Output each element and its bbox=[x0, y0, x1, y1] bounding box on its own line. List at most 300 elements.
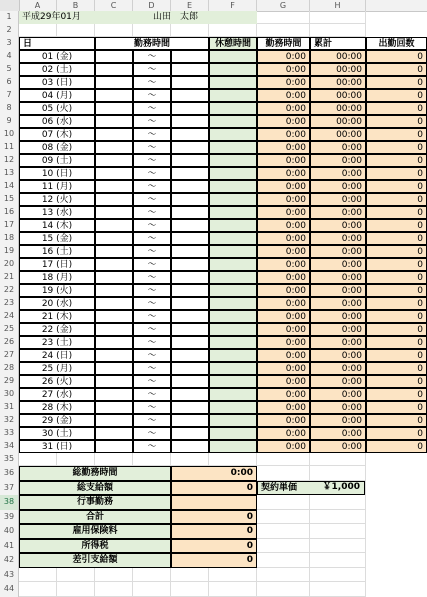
start-time-cell[interactable] bbox=[95, 102, 133, 115]
start-time-cell[interactable] bbox=[95, 401, 133, 414]
attendance-count-cell[interactable]: 0 bbox=[366, 206, 427, 219]
summary-value[interactable]: 0 bbox=[171, 539, 257, 554]
start-time-cell[interactable] bbox=[95, 154, 133, 167]
end-time-cell[interactable] bbox=[171, 232, 209, 245]
row-header[interactable]: 18 bbox=[0, 232, 19, 245]
day-label[interactable]: 03 (日) bbox=[19, 76, 95, 89]
work-hours-cell[interactable]: 0:00 bbox=[257, 219, 310, 232]
start-time-cell[interactable] bbox=[95, 167, 133, 180]
start-time-cell[interactable] bbox=[95, 271, 133, 284]
break-time-cell[interactable] bbox=[209, 401, 257, 414]
cumulative-cell[interactable]: 0:00 bbox=[310, 414, 366, 427]
start-time-cell[interactable] bbox=[95, 245, 133, 258]
cumulative-cell[interactable]: 0:00 bbox=[310, 206, 366, 219]
break-time-cell[interactable] bbox=[209, 89, 257, 102]
break-time-cell[interactable] bbox=[209, 414, 257, 427]
row-header[interactable]: 37 bbox=[0, 481, 19, 496]
break-time-cell[interactable] bbox=[209, 271, 257, 284]
cumulative-cell[interactable]: 0:00 bbox=[310, 245, 366, 258]
row-header[interactable]: 39 bbox=[0, 510, 19, 525]
work-hours-cell[interactable]: 0:00 bbox=[257, 50, 310, 63]
cumulative-cell[interactable]: 0:00 bbox=[310, 310, 366, 323]
end-time-cell[interactable] bbox=[171, 167, 209, 180]
start-time-cell[interactable] bbox=[95, 193, 133, 206]
column-header-d[interactable]: D bbox=[133, 0, 171, 11]
cumulative-cell[interactable]: 0:00 bbox=[310, 180, 366, 193]
start-time-cell[interactable] bbox=[95, 258, 133, 271]
row-header[interactable]: 32 bbox=[0, 414, 19, 427]
cell[interactable] bbox=[209, 568, 257, 583]
cell[interactable] bbox=[95, 582, 133, 597]
day-label[interactable]: 24 (日) bbox=[19, 349, 95, 362]
end-time-cell[interactable] bbox=[171, 401, 209, 414]
day-label[interactable]: 22 (金) bbox=[19, 323, 95, 336]
cell[interactable] bbox=[310, 553, 366, 568]
start-time-cell[interactable] bbox=[95, 63, 133, 76]
day-label[interactable]: 19 (火) bbox=[19, 284, 95, 297]
cumulative-cell[interactable]: 0:00 bbox=[310, 349, 366, 362]
row-header[interactable]: 44 bbox=[0, 582, 19, 597]
day-label[interactable]: 26 (火) bbox=[19, 375, 95, 388]
row-header[interactable]: 23 bbox=[0, 297, 19, 310]
row-header[interactable]: 33 bbox=[0, 427, 19, 440]
attendance-count-cell[interactable]: 0 bbox=[366, 76, 427, 89]
break-time-cell[interactable] bbox=[209, 115, 257, 128]
break-time-cell[interactable] bbox=[209, 310, 257, 323]
cumulative-cell[interactable]: 00:00 bbox=[310, 89, 366, 102]
work-hours-cell[interactable]: 0:00 bbox=[257, 63, 310, 76]
row-header[interactable]: 30 bbox=[0, 388, 19, 401]
cell[interactable] bbox=[133, 24, 171, 37]
cell[interactable] bbox=[133, 568, 171, 583]
work-hours-cell[interactable]: 0:00 bbox=[257, 362, 310, 375]
start-time-cell[interactable] bbox=[95, 427, 133, 440]
day-label[interactable]: 08 (金) bbox=[19, 141, 95, 154]
row-header[interactable]: 11 bbox=[0, 141, 19, 154]
cell[interactable] bbox=[310, 24, 366, 37]
attendance-count-cell[interactable]: 0 bbox=[366, 115, 427, 128]
break-time-cell[interactable] bbox=[209, 362, 257, 375]
day-label[interactable]: 25 (月) bbox=[19, 362, 95, 375]
cell[interactable] bbox=[257, 466, 310, 481]
end-time-cell[interactable] bbox=[171, 89, 209, 102]
column-header-h[interactable]: H bbox=[310, 0, 366, 11]
break-time-cell[interactable] bbox=[209, 245, 257, 258]
break-time-cell[interactable] bbox=[209, 206, 257, 219]
cumulative-cell[interactable]: 0:00 bbox=[310, 141, 366, 154]
row-header[interactable]: 10 bbox=[0, 128, 19, 141]
attendance-count-cell[interactable]: 0 bbox=[366, 427, 427, 440]
start-time-cell[interactable] bbox=[95, 336, 133, 349]
cell[interactable] bbox=[257, 495, 310, 510]
work-hours-cell[interactable]: 0:00 bbox=[257, 271, 310, 284]
end-time-cell[interactable] bbox=[171, 414, 209, 427]
work-hours-cell[interactable]: 0:00 bbox=[257, 115, 310, 128]
cumulative-cell[interactable]: 0:00 bbox=[310, 362, 366, 375]
end-time-cell[interactable] bbox=[171, 323, 209, 336]
end-time-cell[interactable] bbox=[171, 440, 209, 453]
day-label[interactable]: 21 (木) bbox=[19, 310, 95, 323]
start-time-cell[interactable] bbox=[95, 323, 133, 336]
end-time-cell[interactable] bbox=[171, 310, 209, 323]
row-header[interactable]: 19 bbox=[0, 245, 19, 258]
attendance-count-cell[interactable]: 0 bbox=[366, 141, 427, 154]
attendance-count-cell[interactable]: 0 bbox=[366, 102, 427, 115]
cell[interactable] bbox=[310, 568, 366, 583]
end-time-cell[interactable] bbox=[171, 50, 209, 63]
attendance-count-cell[interactable]: 0 bbox=[366, 232, 427, 245]
end-time-cell[interactable] bbox=[171, 375, 209, 388]
break-time-cell[interactable] bbox=[209, 388, 257, 401]
work-hours-cell[interactable]: 0:00 bbox=[257, 141, 310, 154]
cell[interactable] bbox=[257, 11, 310, 24]
work-hours-cell[interactable]: 0:00 bbox=[257, 167, 310, 180]
end-time-cell[interactable] bbox=[171, 349, 209, 362]
attendance-count-cell[interactable]: 0 bbox=[366, 89, 427, 102]
work-hours-cell[interactable]: 0:00 bbox=[257, 245, 310, 258]
end-time-cell[interactable] bbox=[171, 336, 209, 349]
break-time-cell[interactable] bbox=[209, 63, 257, 76]
cumulative-cell[interactable]: 0:00 bbox=[310, 323, 366, 336]
day-label[interactable]: 30 (土) bbox=[19, 427, 95, 440]
row-header[interactable]: 38 bbox=[0, 495, 19, 510]
start-time-cell[interactable] bbox=[95, 362, 133, 375]
work-hours-cell[interactable]: 0:00 bbox=[257, 310, 310, 323]
day-label[interactable]: 07 (木) bbox=[19, 128, 95, 141]
row-header[interactable]: 27 bbox=[0, 349, 19, 362]
attendance-count-cell[interactable]: 0 bbox=[366, 440, 427, 453]
start-time-cell[interactable] bbox=[95, 388, 133, 401]
attendance-count-cell[interactable]: 0 bbox=[366, 50, 427, 63]
start-time-cell[interactable] bbox=[95, 349, 133, 362]
row-header[interactable]: 12 bbox=[0, 154, 19, 167]
end-time-cell[interactable] bbox=[171, 141, 209, 154]
cell[interactable] bbox=[171, 453, 209, 466]
break-time-cell[interactable] bbox=[209, 427, 257, 440]
day-label[interactable]: 02 (土) bbox=[19, 63, 95, 76]
summary-value[interactable]: 0:00 bbox=[171, 466, 257, 481]
end-time-cell[interactable] bbox=[171, 427, 209, 440]
work-hours-cell[interactable]: 0:00 bbox=[257, 401, 310, 414]
work-hours-cell[interactable]: 0:00 bbox=[257, 440, 310, 453]
day-label[interactable]: 15 (金) bbox=[19, 232, 95, 245]
cell[interactable] bbox=[257, 582, 310, 597]
cell[interactable] bbox=[209, 453, 257, 466]
start-time-cell[interactable] bbox=[95, 414, 133, 427]
break-time-cell[interactable] bbox=[209, 102, 257, 115]
cell[interactable] bbox=[57, 568, 95, 583]
start-time-cell[interactable] bbox=[95, 232, 133, 245]
cumulative-cell[interactable]: 0:00 bbox=[310, 284, 366, 297]
end-time-cell[interactable] bbox=[171, 180, 209, 193]
start-time-cell[interactable] bbox=[95, 375, 133, 388]
break-time-cell[interactable] bbox=[209, 375, 257, 388]
day-label[interactable]: 27 (水) bbox=[19, 388, 95, 401]
break-time-cell[interactable] bbox=[209, 141, 257, 154]
start-time-cell[interactable] bbox=[95, 50, 133, 63]
attendance-count-cell[interactable]: 0 bbox=[366, 388, 427, 401]
work-hours-cell[interactable]: 0:00 bbox=[257, 102, 310, 115]
row-header[interactable]: 8 bbox=[0, 102, 19, 115]
attendance-count-cell[interactable]: 0 bbox=[366, 219, 427, 232]
cell[interactable] bbox=[19, 453, 57, 466]
start-time-cell[interactable] bbox=[95, 219, 133, 232]
row-header[interactable]: 4 bbox=[0, 50, 19, 63]
attendance-count-cell[interactable]: 0 bbox=[366, 154, 427, 167]
end-time-cell[interactable] bbox=[171, 115, 209, 128]
day-label[interactable]: 20 (水) bbox=[19, 297, 95, 310]
row-header[interactable]: 21 bbox=[0, 271, 19, 284]
end-time-cell[interactable] bbox=[171, 206, 209, 219]
cell[interactable] bbox=[171, 582, 209, 597]
cell[interactable] bbox=[209, 582, 257, 597]
work-hours-cell[interactable]: 0:00 bbox=[257, 180, 310, 193]
work-hours-cell[interactable]: 0:00 bbox=[257, 206, 310, 219]
cell[interactable] bbox=[95, 24, 133, 37]
attendance-count-cell[interactable]: 0 bbox=[366, 167, 427, 180]
row-header[interactable]: 7 bbox=[0, 89, 19, 102]
row-header[interactable]: 15 bbox=[0, 193, 19, 206]
cell[interactable] bbox=[310, 510, 366, 525]
break-time-cell[interactable] bbox=[209, 76, 257, 89]
break-time-cell[interactable] bbox=[209, 323, 257, 336]
day-label[interactable]: 17 (日) bbox=[19, 258, 95, 271]
break-time-cell[interactable] bbox=[209, 440, 257, 453]
summary-value[interactable] bbox=[171, 495, 257, 510]
break-time-cell[interactable] bbox=[209, 193, 257, 206]
cumulative-cell[interactable]: 0:00 bbox=[310, 336, 366, 349]
row-header[interactable]: 14 bbox=[0, 180, 19, 193]
start-time-cell[interactable] bbox=[95, 284, 133, 297]
break-time-cell[interactable] bbox=[209, 50, 257, 63]
cell[interactable] bbox=[95, 453, 133, 466]
cell[interactable] bbox=[19, 568, 57, 583]
work-hours-cell[interactable]: 0:00 bbox=[257, 414, 310, 427]
cumulative-cell[interactable]: 0:00 bbox=[310, 219, 366, 232]
select-all-corner[interactable] bbox=[0, 0, 20, 11]
break-time-cell[interactable] bbox=[209, 167, 257, 180]
cell[interactable] bbox=[171, 24, 209, 37]
break-time-cell[interactable] bbox=[209, 219, 257, 232]
end-time-cell[interactable] bbox=[171, 362, 209, 375]
break-time-cell[interactable] bbox=[209, 336, 257, 349]
cell[interactable] bbox=[257, 453, 310, 466]
row-header[interactable]: 22 bbox=[0, 284, 19, 297]
start-time-cell[interactable] bbox=[95, 310, 133, 323]
attendance-count-cell[interactable]: 0 bbox=[366, 258, 427, 271]
end-time-cell[interactable] bbox=[171, 102, 209, 115]
cell[interactable] bbox=[19, 24, 57, 37]
row-header[interactable]: 29 bbox=[0, 375, 19, 388]
work-hours-cell[interactable]: 0:00 bbox=[257, 128, 310, 141]
break-time-cell[interactable] bbox=[209, 180, 257, 193]
day-label[interactable]: 31 (日) bbox=[19, 440, 95, 453]
cumulative-cell[interactable]: 0:00 bbox=[310, 440, 366, 453]
break-time-cell[interactable] bbox=[209, 154, 257, 167]
column-header-c[interactable]: C bbox=[95, 0, 133, 11]
start-time-cell[interactable] bbox=[95, 89, 133, 102]
row-header[interactable]: 31 bbox=[0, 401, 19, 414]
end-time-cell[interactable] bbox=[171, 297, 209, 310]
break-time-cell[interactable] bbox=[209, 297, 257, 310]
work-hours-cell[interactable]: 0:00 bbox=[257, 154, 310, 167]
work-hours-cell[interactable]: 0:00 bbox=[257, 323, 310, 336]
row-header[interactable]: 43 bbox=[0, 568, 19, 583]
work-hours-cell[interactable]: 0:00 bbox=[257, 297, 310, 310]
cell[interactable] bbox=[95, 568, 133, 583]
work-hours-cell[interactable]: 0:00 bbox=[257, 375, 310, 388]
day-label[interactable]: 04 (月) bbox=[19, 89, 95, 102]
cumulative-cell[interactable]: 00:00 bbox=[310, 128, 366, 141]
end-time-cell[interactable] bbox=[171, 219, 209, 232]
start-time-cell[interactable] bbox=[95, 76, 133, 89]
cell[interactable] bbox=[310, 453, 366, 466]
day-label[interactable]: 01 (金) bbox=[19, 50, 95, 63]
cumulative-cell[interactable]: 0:00 bbox=[310, 427, 366, 440]
cell[interactable] bbox=[257, 553, 310, 568]
row-header[interactable]: 35 bbox=[0, 453, 19, 466]
column-header-f[interactable]: F bbox=[209, 0, 257, 11]
row-header[interactable]: 40 bbox=[0, 524, 19, 539]
attendance-count-cell[interactable]: 0 bbox=[366, 284, 427, 297]
attendance-count-cell[interactable]: 0 bbox=[366, 310, 427, 323]
day-label[interactable]: 29 (金) bbox=[19, 414, 95, 427]
end-time-cell[interactable] bbox=[171, 245, 209, 258]
contract-unit-price-value[interactable]: ￥1,000 bbox=[322, 481, 360, 492]
cell[interactable] bbox=[257, 24, 310, 37]
cell[interactable] bbox=[57, 582, 95, 597]
cumulative-cell[interactable]: 0:00 bbox=[310, 297, 366, 310]
attendance-count-cell[interactable]: 0 bbox=[366, 349, 427, 362]
cell[interactable] bbox=[19, 582, 57, 597]
attendance-count-cell[interactable]: 0 bbox=[366, 297, 427, 310]
attendance-count-cell[interactable]: 0 bbox=[366, 128, 427, 141]
summary-value[interactable]: 0 bbox=[171, 524, 257, 539]
summary-value[interactable]: 0 bbox=[171, 553, 257, 568]
cell[interactable] bbox=[257, 568, 310, 583]
day-label[interactable]: 12 (火) bbox=[19, 193, 95, 206]
row-header[interactable]: 36 bbox=[0, 466, 19, 481]
work-hours-cell[interactable]: 0:00 bbox=[257, 258, 310, 271]
row-header[interactable]: 24 bbox=[0, 310, 19, 323]
work-hours-cell[interactable]: 0:00 bbox=[257, 349, 310, 362]
start-time-cell[interactable] bbox=[95, 206, 133, 219]
end-time-cell[interactable] bbox=[171, 154, 209, 167]
start-time-cell[interactable] bbox=[95, 297, 133, 310]
day-label[interactable]: 28 (木) bbox=[19, 401, 95, 414]
end-time-cell[interactable] bbox=[171, 258, 209, 271]
cumulative-cell[interactable]: 00:00 bbox=[310, 102, 366, 115]
cell[interactable] bbox=[209, 24, 257, 37]
end-time-cell[interactable] bbox=[171, 388, 209, 401]
row-header[interactable]: 26 bbox=[0, 336, 19, 349]
end-time-cell[interactable] bbox=[171, 284, 209, 297]
row-header[interactable]: 25 bbox=[0, 323, 19, 336]
cell[interactable] bbox=[310, 539, 366, 554]
row-header[interactable]: 13 bbox=[0, 167, 19, 180]
day-label[interactable]: 05 (火) bbox=[19, 102, 95, 115]
cell[interactable] bbox=[133, 582, 171, 597]
cell[interactable] bbox=[57, 24, 95, 37]
day-label[interactable]: 06 (水) bbox=[19, 115, 95, 128]
day-label[interactable]: 16 (土) bbox=[19, 245, 95, 258]
row-header[interactable]: 9 bbox=[0, 115, 19, 128]
cell[interactable] bbox=[310, 11, 366, 24]
cumulative-cell[interactable]: 00:00 bbox=[310, 76, 366, 89]
work-hours-cell[interactable]: 0:00 bbox=[257, 427, 310, 440]
cumulative-cell[interactable]: 0:00 bbox=[310, 167, 366, 180]
summary-value[interactable]: 0 bbox=[171, 510, 257, 525]
attendance-count-cell[interactable]: 0 bbox=[366, 271, 427, 284]
row-header[interactable]: 41 bbox=[0, 539, 19, 554]
day-label[interactable]: 11 (月) bbox=[19, 180, 95, 193]
day-label[interactable]: 09 (土) bbox=[19, 154, 95, 167]
cumulative-cell[interactable]: 0:00 bbox=[310, 154, 366, 167]
summary-value[interactable]: 0 bbox=[171, 481, 257, 496]
row-header[interactable]: 20 bbox=[0, 258, 19, 271]
break-time-cell[interactable] bbox=[209, 232, 257, 245]
cumulative-cell[interactable]: 00:00 bbox=[310, 115, 366, 128]
cell[interactable] bbox=[257, 524, 310, 539]
row-header[interactable]: 28 bbox=[0, 362, 19, 375]
work-hours-cell[interactable]: 0:00 bbox=[257, 232, 310, 245]
end-time-cell[interactable] bbox=[171, 63, 209, 76]
work-hours-cell[interactable]: 0:00 bbox=[257, 388, 310, 401]
column-header-b[interactable]: B bbox=[57, 0, 95, 11]
start-time-cell[interactable] bbox=[95, 128, 133, 141]
row-header[interactable]: 5 bbox=[0, 63, 19, 76]
work-hours-cell[interactable]: 0:00 bbox=[257, 76, 310, 89]
attendance-count-cell[interactable]: 0 bbox=[366, 180, 427, 193]
cumulative-cell[interactable]: 0:00 bbox=[310, 232, 366, 245]
cell[interactable] bbox=[57, 453, 95, 466]
break-time-cell[interactable] bbox=[209, 284, 257, 297]
cumulative-cell[interactable]: 0:00 bbox=[310, 271, 366, 284]
cumulative-cell[interactable]: 0:00 bbox=[310, 388, 366, 401]
start-time-cell[interactable] bbox=[95, 115, 133, 128]
end-time-cell[interactable] bbox=[171, 128, 209, 141]
work-hours-cell[interactable]: 0:00 bbox=[257, 89, 310, 102]
cumulative-cell[interactable]: 00:00 bbox=[310, 63, 366, 76]
column-header-g[interactable]: G bbox=[257, 0, 310, 11]
cell[interactable] bbox=[171, 568, 209, 583]
row-header[interactable]: 6 bbox=[0, 76, 19, 89]
row-header[interactable]: 3 bbox=[0, 37, 19, 50]
cumulative-cell[interactable]: 0:00 bbox=[310, 193, 366, 206]
start-time-cell[interactable] bbox=[95, 180, 133, 193]
end-time-cell[interactable] bbox=[171, 193, 209, 206]
day-label[interactable]: 23 (土) bbox=[19, 336, 95, 349]
day-label[interactable]: 13 (水) bbox=[19, 206, 95, 219]
attendance-count-cell[interactable]: 0 bbox=[366, 245, 427, 258]
row-header[interactable]: 34 bbox=[0, 440, 19, 453]
start-time-cell[interactable] bbox=[95, 440, 133, 453]
attendance-count-cell[interactable]: 0 bbox=[366, 362, 427, 375]
break-time-cell[interactable] bbox=[209, 258, 257, 271]
cell[interactable] bbox=[310, 495, 366, 510]
cell[interactable] bbox=[257, 510, 310, 525]
end-time-cell[interactable] bbox=[171, 76, 209, 89]
start-time-cell[interactable] bbox=[95, 141, 133, 154]
day-label[interactable]: 14 (木) bbox=[19, 219, 95, 232]
day-label[interactable]: 18 (月) bbox=[19, 271, 95, 284]
work-hours-cell[interactable]: 0:00 bbox=[257, 336, 310, 349]
column-header-a[interactable]: A bbox=[19, 0, 57, 11]
column-header-e[interactable]: E bbox=[171, 0, 209, 11]
row-header[interactable]: 42 bbox=[0, 553, 19, 568]
cumulative-cell[interactable]: 0:00 bbox=[310, 375, 366, 388]
cumulative-cell[interactable]: 0:00 bbox=[310, 258, 366, 271]
